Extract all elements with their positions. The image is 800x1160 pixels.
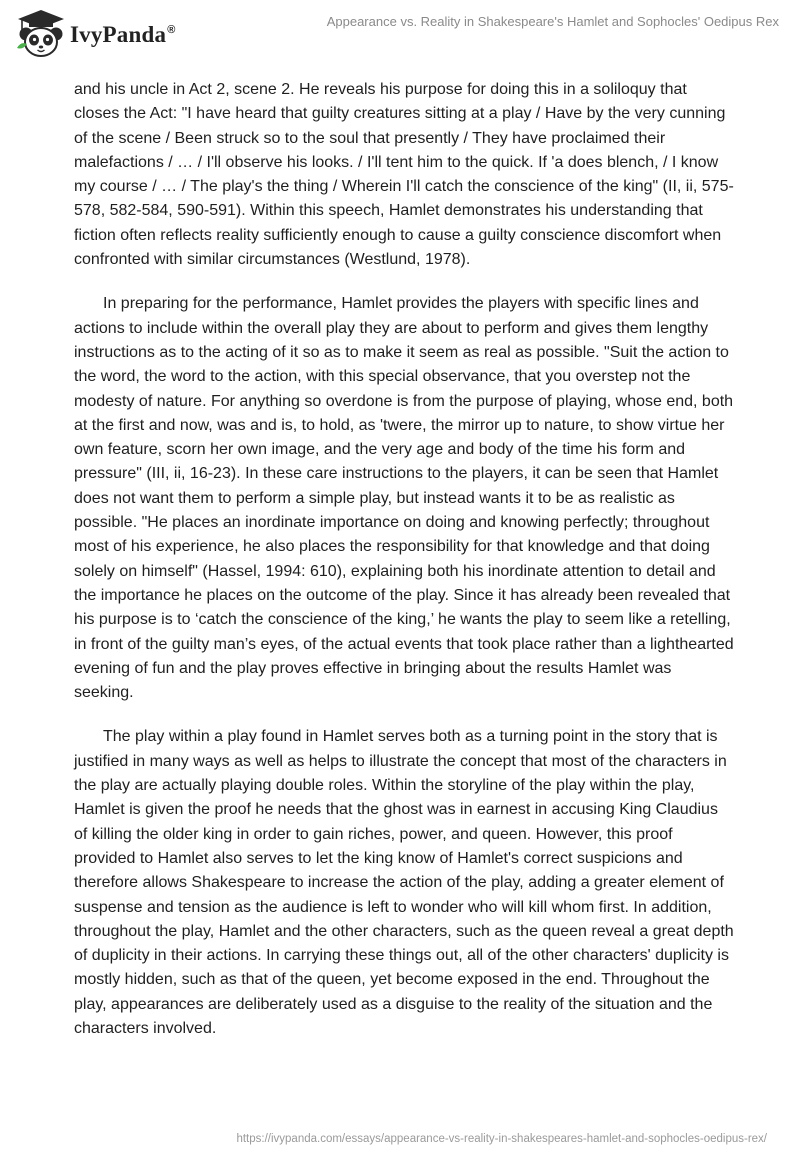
ivypanda-logo[interactable]	[14, 8, 176, 60]
registered-mark: ®	[167, 24, 176, 37]
source-url[interactable]: https://ivypanda.com/essays/appearance-vs-reality-in-shakespeares-hamlet-and-sophocles-oedipus-rex/	[236, 1133, 767, 1145]
panda-graduate-icon	[14, 8, 68, 60]
document-title: Appearance vs. Reality in Shakespeare's Hamlet and Sophocles' Oedipus Rex	[326, 14, 779, 29]
essay-paragraph: and his uncle in Act 2, scene 2. He reveals his purpose for doing this in a soliloquy that closes the Act: "I have heard that guilty creatures sitting at a play / Have by the very cunning of the scene / Been struck so to the soul that presently / They have proclaimed their malefactions / … / I'll observe his looks. / I'll tent him to the quick. If 'a does blench, / I know my course / … / The play's the thing / Wherein I'll catch the conscience of the king" (II, ii, 575-578, 582-584, 590-591). Within this speech, Hamlet demonstrates his understanding that fiction often reflects reality sufficiently enough to cause a guilty conscience discomfort when confronted with similar circumstances (Westlund, 1978).	[74, 81, 734, 269]
logo-wordmark: IvyPanda®	[70, 22, 176, 47]
essay-body	[74, 78, 734, 1061]
essay-paragraph: In preparing for the performance, Hamlet provides the players with specific lines and actions to include within the overall play they are about to perform and gives them lengthy instructions as to the acting of it so as to make it seem as real as possible. "Suit the action to the word, the word to the action, with this special observance, that you overstep not the modesty of nature. For anything so overdone is from the purpose of playing, whose end, both at the first and now, was and is, to hold, as 'twere, the mirror up to nature, to show virtue her own feature, scorn her own image, and the very age and body of the time his form and pressure" (III, ii, 16-23). In these care instructions to the players, it can be seen that Hamlet does not want them to perform a simple play, but instead wants it to be as realistic as possible. "He places an inordinate importance on doing and knowing perfectly; throughout most of his experience, he also places the responsibility for that knowledge and that doing solely on himself" (Hassel, 1994: 610), explaining both his inordinate attention to detail and the importance he places on the outcome of the play. Since it has already been revealed that his purpose is to ‘catch the conscience of the king,’ he wants the play to seem like a retelling, in front of the guilty man’s eyes, of the actual events that took place rather than a lighthearted evening of fun and the play proves effective in bringing about the results Hamlet was seeking.	[74, 295, 734, 702]
page-header	[0, 0, 800, 70]
essay-paragraph: The play within a play found in Hamlet serves both as a turning point in the story that is justified in many ways as well as helps to illustrate the concept that most of the characters in the play are actually playing double roles. Within the storyline of the play within the play, Hamlet is given the proof he needs that the ghost was in earnest in accusing King Claudius of killing the older king in order to gain riches, power, and queen. However, this proof provided to Hamlet also serves to let the king know of Hamlet's correct suspicions and therefore allows Shakespeare to increase the action of the play, adding a greater element of suspense and tension as the audience is left to wonder who will kill whom first. In addition, throughout the play, Hamlet and the other characters, such as the queen reveal a great depth of duplicity in their actions. In carrying these things out, all of the other characters' duplicity is mostly hidden, such as that of the queen, yet become exposed in the end. Throughout the play, appearances are deliberately used as a disguise to the reality of the situation and the characters involved.	[74, 728, 734, 1037]
